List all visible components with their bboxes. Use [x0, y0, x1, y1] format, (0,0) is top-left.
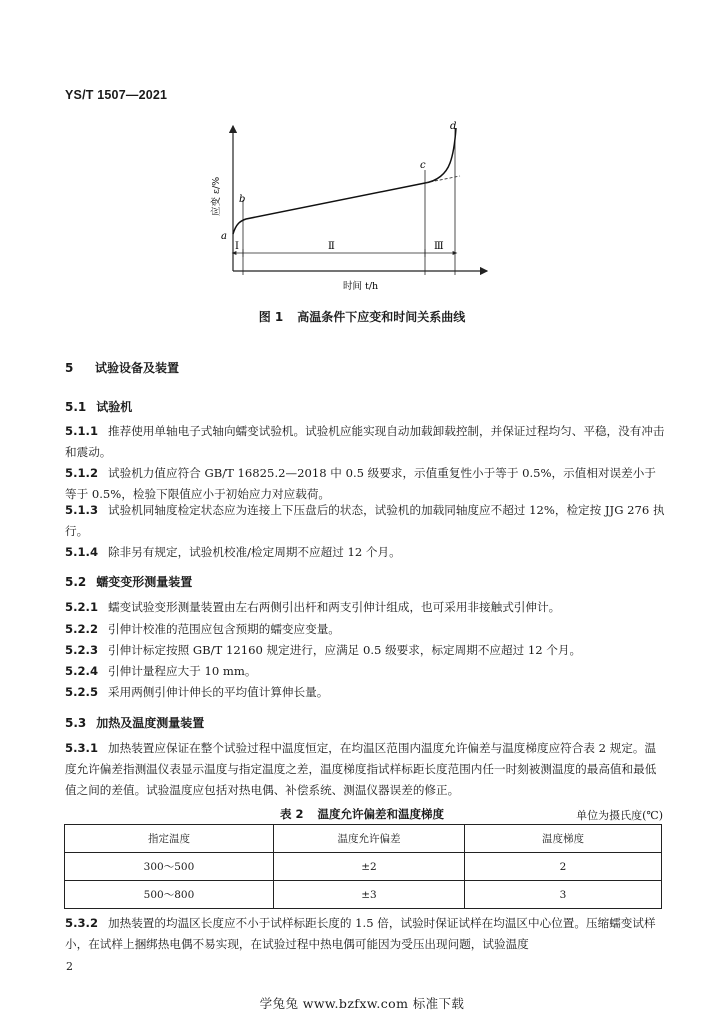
table-header-cell: 指定温度	[65, 825, 274, 853]
table-row	[65, 853, 662, 881]
table-cell: 500～800	[65, 881, 274, 909]
point-label-a: a	[221, 231, 227, 242]
stage-label-1: Ⅰ	[235, 241, 239, 252]
clause-5-1-1: 5.1.1 推荐使用单轴电子式轴向蠕变试验机。试验机应能实现自动加载卸载控制，并保证过程均匀、平稳，没有冲击和震动。	[65, 424, 665, 459]
figure-caption	[0, 308, 724, 325]
table-header-cell: 温度梯度	[464, 825, 661, 853]
clause-5-3-2: 5.3.2 加热装置的均温区长度应不小于试样标距长度的 1.5 倍，试验时保证试样在均温区中心位置。压缩蠕变试样小，在试样上捆绑热电偶不易实现，在试验过程中热电偶可能因为受压出现问题，试验温度	[65, 916, 656, 951]
clause-5-2-5: 5.2.5 采用两侧引伸计伸长的平均值计算伸长量。	[65, 685, 329, 699]
point-label-d: d	[450, 121, 457, 132]
figure-caption-number: 图 1	[258, 310, 284, 324]
clause-5-1-4: 5.1.4 除非另有规定，试验机校准/检定周期不应超过 12 个月。	[65, 545, 401, 559]
stage-label-2: Ⅱ	[328, 241, 335, 252]
clause-5-1-3: 5.1.3 试验机同轴度检定状态应为连接上下压盘后的状态，试验机的加载同轴度应不超过 12%，检定按 JJG 276 执行。	[65, 503, 665, 538]
section-5-3-heading: 5.3 加热及温度测量装置	[65, 716, 205, 730]
clause-5-2-2: 5.2.2 引伸计校准的范围应包含预期的蠕变应变量。	[65, 622, 340, 636]
x-axis-label: 时间 t/h	[343, 281, 379, 292]
standard-number: YS/T 1507—2021	[65, 88, 168, 102]
clause-5-2-3: 5.2.3 引伸计标定按照 GB/T 12160 规定进行，应满足 0.5 级要求，标定周期不应超过 12 个月。	[65, 643, 582, 657]
table-cell: 2	[464, 853, 661, 881]
point-label-b: b	[239, 194, 246, 205]
table-2-caption-number: 表 2	[279, 807, 304, 821]
section-5-1-heading: 5.1 试验机	[65, 400, 133, 414]
clause-5-1-2: 5.1.2 试验机力值应符合 GB/T 16825.2—2018 中 0.5 级要求，示值重复性小于等于 0.5%，示值相对误差小于等于 0.5%，检验下限值应小于初始应力对应载荷。	[65, 466, 656, 501]
clause-5-2-1: 5.2.1 蠕变试验变形测量装置由左右两侧引出杆和两支引伸计组成，也可采用非接触式引伸计。	[65, 600, 561, 614]
table-header-cell: 温度允许偏差	[273, 825, 464, 853]
point-label-c: c	[420, 160, 426, 171]
table-header-row	[65, 825, 662, 853]
table-2	[64, 824, 662, 909]
stage-label-3: Ⅲ	[434, 241, 444, 252]
creep-curve	[233, 128, 456, 234]
section-5-2-heading: 5.2 蠕变变形测量装置	[65, 575, 193, 589]
table-cell: 300～500	[65, 853, 274, 881]
table-cell: ±3	[273, 881, 464, 909]
clause-5-3-1: 5.3.1 加热装置应保证在整个试验过程中温度恒定，在均温区范围内温度允许偏差与温度梯度应符合表 2 规定。温度允许偏差指测温仪表显示温度与指定温度之差，温度梯度指试样标距长度范围内任一时刻被测温度的最高值和最低值之间的差值。试验温度应包括对热电偶、补偿系统、测温仪器误差的修正。	[65, 741, 657, 797]
table-cell: 3	[464, 881, 661, 909]
y-axis-label: 应变 ε/%	[211, 176, 222, 216]
clause-5-2-4: 5.2.4 引伸计量程应大于 10 mm。	[65, 664, 257, 678]
table-2-caption-title: 温度允许偏差和温度梯度	[317, 807, 444, 821]
creep-curve-figure	[0, 0, 724, 300]
section-5-heading: 5 试验设备及装置	[65, 361, 180, 375]
table-row	[65, 881, 662, 909]
table-cell: ±2	[273, 853, 464, 881]
figure-caption-title: 高温条件下应变和时间关系曲线	[297, 310, 466, 324]
table-2-unit: 单位为摄氏度(℃)	[576, 809, 663, 822]
site-footer: 学兔兔 www.bzfxw.com 标准下载	[259, 996, 465, 1011]
page-number: 2	[66, 960, 73, 973]
